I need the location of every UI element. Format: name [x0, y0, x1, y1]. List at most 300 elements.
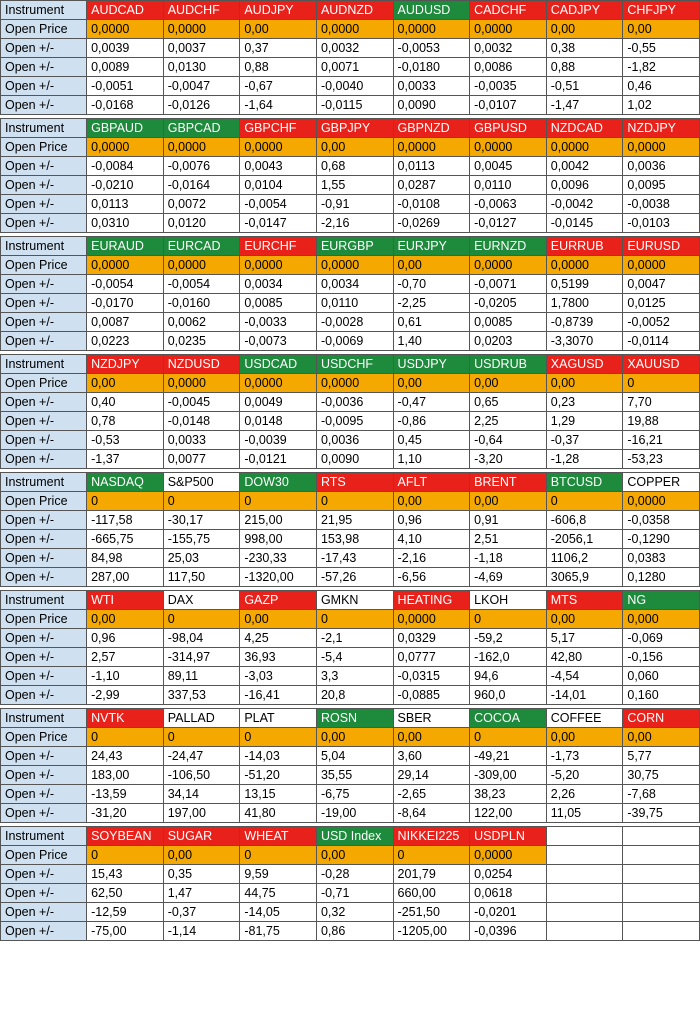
- instrument-name-cell[interactable]: SOYBEAN: [87, 827, 164, 846]
- open-change-cell: 1,55: [316, 176, 393, 195]
- open-change-cell: [546, 903, 623, 922]
- instrument-name-cell[interactable]: GAZP: [240, 591, 317, 610]
- open-change-cell: 29,14: [393, 766, 470, 785]
- instrument-name-cell[interactable]: EURNZD: [470, 237, 547, 256]
- open-change-cell: 94,6: [470, 667, 547, 686]
- instrument-name-cell[interactable]: CHFJPY: [623, 1, 700, 20]
- open-change-row: [1, 450, 700, 469]
- instrument-name-cell[interactable]: GBPJPY: [316, 119, 393, 138]
- open-price-cell: 0,0000: [546, 256, 623, 275]
- open-price-cell: 0,00: [393, 728, 470, 747]
- open-change-cell: 0,86: [316, 922, 393, 941]
- open-change-cell: 0,96: [87, 629, 164, 648]
- open-change-cell: 0,0096: [546, 176, 623, 195]
- instrument-name-cell[interactable]: GBPCHF: [240, 119, 317, 138]
- open-change-cell: -16,41: [240, 686, 317, 705]
- open-change-cell: -0,47: [393, 393, 470, 412]
- instrument-name-cell[interactable]: WHEAT: [240, 827, 317, 846]
- open-change-cell: -81,75: [240, 922, 317, 941]
- open-change-cell: -106,50: [163, 766, 240, 785]
- open-change-row: [1, 58, 700, 77]
- open-change-cell: 0,1280: [623, 568, 700, 587]
- open-change-row: [1, 667, 700, 686]
- open-change-cell: 41,80: [240, 804, 317, 823]
- open-change-cell: 0,0089: [87, 58, 164, 77]
- instrument-name-cell[interactable]: GMKN: [316, 591, 393, 610]
- open-change-cell: 5,04: [316, 747, 393, 766]
- open-price-row: [1, 256, 700, 275]
- open-change-cell: -0,0084: [87, 157, 164, 176]
- instrument-name-cell[interactable]: NIKKEI225: [393, 827, 470, 846]
- open-change-cell: -1,10: [87, 667, 164, 686]
- open-change-cell: 0,0047: [623, 275, 700, 294]
- instrument-name-cell[interactable]: USDCAD: [240, 355, 317, 374]
- instrument-name-cell[interactable]: NZDUSD: [163, 355, 240, 374]
- open-change-row: [1, 332, 700, 351]
- open-change-cell: -0,51: [546, 77, 623, 96]
- open-price-cell: 0,00: [470, 492, 547, 511]
- open-change-cell: 0,61: [393, 313, 470, 332]
- open-change-row: [1, 176, 700, 195]
- open-change-cell: -57,26: [316, 568, 393, 587]
- open-change-cell: 21,95: [316, 511, 393, 530]
- open-change-cell: 0,0113: [87, 195, 164, 214]
- open-change-cell: 0,0033: [163, 431, 240, 450]
- row-label-instrument: Instrument: [1, 827, 87, 846]
- instrument-name-cell[interactable]: LKOH: [470, 591, 547, 610]
- open-change-cell: -1,37: [87, 450, 164, 469]
- open-price-cell: 0,0000: [316, 20, 393, 39]
- instrument-name-cell[interactable]: PALLAD: [163, 709, 240, 728]
- row-label-instrument: Instrument: [1, 709, 87, 728]
- open-change-cell: [623, 865, 700, 884]
- open-change-cell: 998,00: [240, 530, 317, 549]
- open-price-cell: 0,0000: [163, 256, 240, 275]
- open-price-cell: 0: [316, 492, 393, 511]
- open-change-cell: 0,0090: [393, 96, 470, 115]
- open-change-cell: 19,88: [623, 412, 700, 431]
- open-change-cell: 0,0383: [623, 549, 700, 568]
- open-change-cell: -13,59: [87, 785, 164, 804]
- open-change-row: [1, 903, 700, 922]
- open-change-cell: 62,50: [87, 884, 164, 903]
- instrument-name-cell[interactable]: WTI: [87, 591, 164, 610]
- row-label-open-change: Open +/-: [1, 903, 87, 922]
- open-price-cell: 0,0000: [470, 138, 547, 157]
- open-change-cell: -0,0180: [393, 58, 470, 77]
- open-change-row: [1, 275, 700, 294]
- row-label-open-price: Open Price: [1, 138, 87, 157]
- open-change-cell: 287,00: [87, 568, 164, 587]
- open-change-row: [1, 96, 700, 115]
- open-change-cell: -162,0: [470, 648, 547, 667]
- open-change-cell: 3065,9: [546, 568, 623, 587]
- instrument-name-cell[interactable]: GBPUSD: [470, 119, 547, 138]
- instrument-name-cell[interactable]: SUGAR: [163, 827, 240, 846]
- open-change-cell: [546, 865, 623, 884]
- open-change-cell: 2,26: [546, 785, 623, 804]
- instrument-name-cell[interactable]: USDJPY: [393, 355, 470, 374]
- row-label-open-change: Open +/-: [1, 568, 87, 587]
- open-change-cell: -0,0168: [87, 96, 164, 115]
- open-change-cell: -0,156: [623, 648, 700, 667]
- row-label-open-price: Open Price: [1, 492, 87, 511]
- instrument-name-cell[interactable]: NVTK: [87, 709, 164, 728]
- instrument-name-cell[interactable]: EURGBP: [316, 237, 393, 256]
- open-change-cell: -53,23: [623, 450, 700, 469]
- instrument-header-row: [1, 473, 700, 492]
- instrument-name-cell[interactable]: EURCAD: [163, 237, 240, 256]
- open-change-cell: -5,20: [546, 766, 623, 785]
- open-change-cell: 0,0036: [316, 431, 393, 450]
- instrument-name-cell[interactable]: EURCHF: [240, 237, 317, 256]
- open-change-cell: -19,00: [316, 804, 393, 823]
- instrument-name-cell[interactable]: RTS: [316, 473, 393, 492]
- open-change-cell: 25,03: [163, 549, 240, 568]
- instrument-name-cell[interactable]: ROSN: [316, 709, 393, 728]
- open-change-cell: 0,0235: [163, 332, 240, 351]
- instrument-name-cell[interactable]: MTS: [546, 591, 623, 610]
- open-change-cell: -3,03: [240, 667, 317, 686]
- instrument-name-cell[interactable]: NZDJPY: [87, 355, 164, 374]
- open-change-cell: 1,29: [546, 412, 623, 431]
- open-change-cell: 1,02: [623, 96, 700, 115]
- row-label-open-change: Open +/-: [1, 785, 87, 804]
- instrument-name-cell[interactable]: CADCHF: [470, 1, 547, 20]
- open-change-cell: -0,1290: [623, 530, 700, 549]
- instrument-name-cell[interactable]: AUDNZD: [316, 1, 393, 20]
- row-label-open-change: Open +/-: [1, 648, 87, 667]
- open-change-cell: -31,20: [87, 804, 164, 823]
- open-change-cell: -0,37: [546, 431, 623, 450]
- open-price-cell: 0,0000: [316, 374, 393, 393]
- open-change-cell: 0,0032: [470, 39, 547, 58]
- open-change-cell: 3,3: [316, 667, 393, 686]
- instrument-block: [0, 118, 700, 233]
- open-change-cell: -1320,00: [240, 568, 317, 587]
- open-change-cell: 24,43: [87, 747, 164, 766]
- row-label-open-change: Open +/-: [1, 412, 87, 431]
- open-change-cell: 0,0777: [393, 648, 470, 667]
- instrument-block: [0, 472, 700, 587]
- open-change-cell: -0,0063: [470, 195, 547, 214]
- open-change-row: [1, 393, 700, 412]
- open-change-cell: 0,0090: [316, 450, 393, 469]
- instrument-name-cell[interactable]: CADJPY: [546, 1, 623, 20]
- row-label-instrument: Instrument: [1, 355, 87, 374]
- open-change-cell: 337,53: [163, 686, 240, 705]
- instrument-name-cell[interactable]: SBER: [393, 709, 470, 728]
- open-change-row: [1, 922, 700, 941]
- instrument-name-cell[interactable]: NZDJPY: [623, 119, 700, 138]
- instrument-name-cell[interactable]: HEATING: [393, 591, 470, 610]
- open-change-cell: 44,75: [240, 884, 317, 903]
- instrument-name-cell[interactable]: USDCHF: [316, 355, 393, 374]
- open-change-cell: -3,3070: [546, 332, 623, 351]
- instrument-name-cell[interactable]: PLAT: [240, 709, 317, 728]
- open-price-row: [1, 728, 700, 747]
- open-price-cell: 0: [163, 492, 240, 511]
- open-price-cell: 0,000: [623, 610, 700, 629]
- open-change-cell: -606,8: [546, 511, 623, 530]
- open-price-cell: 0,0000: [163, 374, 240, 393]
- open-change-cell: [623, 903, 700, 922]
- open-change-cell: -2,16: [316, 214, 393, 233]
- instrument-name-cell[interactable]: NZDCAD: [546, 119, 623, 138]
- open-change-cell: 0,0310: [87, 214, 164, 233]
- instrument-name-cell[interactable]: XAUUSD: [623, 355, 700, 374]
- instrument-name-cell[interactable]: EURAUD: [87, 237, 164, 256]
- open-price-cell: 0: [87, 492, 164, 511]
- open-change-cell: -230,33: [240, 549, 317, 568]
- open-change-row: [1, 804, 700, 823]
- open-change-cell: -0,0095: [316, 412, 393, 431]
- open-change-cell: -2,16: [393, 549, 470, 568]
- open-change-cell: 0,0130: [163, 58, 240, 77]
- open-change-cell: 0,32: [316, 903, 393, 922]
- open-change-cell: 35,55: [316, 766, 393, 785]
- open-change-cell: -0,0103: [623, 214, 700, 233]
- open-change-cell: -0,0054: [240, 195, 317, 214]
- instrument-name-cell[interactable]: [546, 827, 623, 846]
- open-change-cell: 0,0618: [470, 884, 547, 903]
- open-change-cell: -7,68: [623, 785, 700, 804]
- open-change-cell: -0,0052: [623, 313, 700, 332]
- open-change-cell: 4,25: [240, 629, 317, 648]
- row-label-instrument: Instrument: [1, 591, 87, 610]
- row-label-open-change: Open +/-: [1, 629, 87, 648]
- instrument-name-cell[interactable]: AUDJPY: [240, 1, 317, 20]
- open-change-cell: -117,58: [87, 511, 164, 530]
- open-change-cell: 0,0125: [623, 294, 700, 313]
- open-change-cell: 215,00: [240, 511, 317, 530]
- open-change-cell: 0,65: [470, 393, 547, 412]
- instrument-name-cell[interactable]: BTCUSD: [546, 473, 623, 492]
- instrument-name-cell[interactable]: EURUSD: [623, 237, 700, 256]
- open-change-cell: 0,0037: [163, 39, 240, 58]
- instrument-name-cell[interactable]: GBPAUD: [87, 119, 164, 138]
- open-change-cell: 34,14: [163, 785, 240, 804]
- open-change-cell: 0,37: [240, 39, 317, 58]
- open-change-cell: -0,71: [316, 884, 393, 903]
- open-change-cell: -0,0071: [470, 275, 547, 294]
- open-change-cell: -2,65: [393, 785, 470, 804]
- open-change-cell: 0,96: [393, 511, 470, 530]
- open-price-cell: 0,00: [316, 138, 393, 157]
- open-price-cell: [623, 846, 700, 865]
- open-change-cell: 0,35: [163, 865, 240, 884]
- instrument-header-row: [1, 591, 700, 610]
- open-change-cell: -0,0127: [470, 214, 547, 233]
- open-price-cell: 0: [240, 492, 317, 511]
- open-price-cell: 0,00: [393, 256, 470, 275]
- open-price-cell: 0,0000: [316, 256, 393, 275]
- instrument-name-cell[interactable]: BRENT: [470, 473, 547, 492]
- open-price-cell: 0,0000: [87, 20, 164, 39]
- open-change-row: [1, 629, 700, 648]
- open-price-cell: 0,0000: [240, 138, 317, 157]
- instrument-name-cell[interactable]: EURRUB: [546, 237, 623, 256]
- instrument-name-cell[interactable]: COFFEE: [546, 709, 623, 728]
- open-change-cell: 122,00: [470, 804, 547, 823]
- open-price-cell: 0,00: [240, 20, 317, 39]
- open-change-cell: 11,05: [546, 804, 623, 823]
- open-change-cell: -6,56: [393, 568, 470, 587]
- open-change-cell: 0,0043: [240, 157, 317, 176]
- open-change-cell: -1,73: [546, 747, 623, 766]
- open-change-row: [1, 686, 700, 705]
- open-change-cell: 5,77: [623, 747, 700, 766]
- open-change-cell: -2,25: [393, 294, 470, 313]
- open-change-cell: -0,0145: [546, 214, 623, 233]
- open-change-cell: [623, 922, 700, 941]
- open-change-row: [1, 39, 700, 58]
- open-change-cell: 2,25: [470, 412, 547, 431]
- row-label-open-change: Open +/-: [1, 393, 87, 412]
- instrument-name-cell[interactable]: DOW30: [240, 473, 317, 492]
- instrument-name-cell[interactable]: NASDAQ: [87, 473, 164, 492]
- open-change-cell: 30,75: [623, 766, 700, 785]
- instrument-name-cell[interactable]: [623, 827, 700, 846]
- open-change-cell: 1,40: [393, 332, 470, 351]
- instrument-name-cell[interactable]: CORN: [623, 709, 700, 728]
- open-change-cell: 0,0085: [470, 313, 547, 332]
- open-change-cell: 0,0039: [87, 39, 164, 58]
- instrument-name-cell[interactable]: GBPCAD: [163, 119, 240, 138]
- open-change-row: [1, 431, 700, 450]
- open-change-cell: 0,0033: [393, 77, 470, 96]
- instrument-name-cell[interactable]: COCOA: [470, 709, 547, 728]
- open-price-cell: 0,00: [623, 20, 700, 39]
- instrument-name-cell[interactable]: AUDCAD: [87, 1, 164, 20]
- open-change-cell: 0,0032: [316, 39, 393, 58]
- instrument-name-cell[interactable]: XAGUSD: [546, 355, 623, 374]
- instrument-name-cell[interactable]: COPPER: [623, 473, 700, 492]
- row-label-open-change: Open +/-: [1, 450, 87, 469]
- open-change-cell: 9,59: [240, 865, 317, 884]
- open-price-cell: 0: [240, 846, 317, 865]
- open-change-cell: 3,60: [393, 747, 470, 766]
- open-price-cell: 0,0000: [393, 610, 470, 629]
- open-change-cell: -251,50: [393, 903, 470, 922]
- open-change-cell: 0,78: [87, 412, 164, 431]
- open-price-row: [1, 492, 700, 511]
- row-label-open-price: Open Price: [1, 610, 87, 629]
- open-change-cell: -0,069: [623, 629, 700, 648]
- instrument-name-cell[interactable]: NG: [623, 591, 700, 610]
- instrument-name-cell[interactable]: AUDUSD: [393, 1, 470, 20]
- open-change-cell: 0,0077: [163, 450, 240, 469]
- open-change-cell: -0,91: [316, 195, 393, 214]
- open-change-cell: -0,0036: [316, 393, 393, 412]
- open-change-cell: [546, 922, 623, 941]
- open-price-cell: 0: [623, 374, 700, 393]
- open-change-cell: 0,38: [546, 39, 623, 58]
- instrument-name-cell[interactable]: S&P500: [163, 473, 240, 492]
- row-label-open-change: Open +/-: [1, 176, 87, 195]
- open-price-cell: 0,00: [546, 374, 623, 393]
- open-change-cell: 1,47: [163, 884, 240, 903]
- open-change-cell: 13,15: [240, 785, 317, 804]
- open-change-cell: 38,23: [470, 785, 547, 804]
- open-price-cell: 0,0000: [163, 138, 240, 157]
- open-change-row: [1, 412, 700, 431]
- open-change-cell: 0,0087: [87, 313, 164, 332]
- instrument-name-cell[interactable]: AFLT: [393, 473, 470, 492]
- row-label-open-change: Open +/-: [1, 667, 87, 686]
- row-label-open-change: Open +/-: [1, 511, 87, 530]
- open-price-cell: 0,00: [393, 492, 470, 511]
- row-label-open-change: Open +/-: [1, 294, 87, 313]
- instrument-block: [0, 0, 700, 115]
- open-change-cell: -1,64: [240, 96, 317, 115]
- row-label-open-change: Open +/-: [1, 530, 87, 549]
- open-change-cell: -309,00: [470, 766, 547, 785]
- row-label-open-change: Open +/-: [1, 549, 87, 568]
- instrument-name-cell[interactable]: EURJPY: [393, 237, 470, 256]
- open-change-row: [1, 77, 700, 96]
- open-change-cell: 0,68: [316, 157, 393, 176]
- open-change-row: [1, 865, 700, 884]
- instrument-header-row: [1, 827, 700, 846]
- instrument-name-cell[interactable]: USDRUB: [470, 355, 547, 374]
- instrument-name-cell[interactable]: AUDCHF: [163, 1, 240, 20]
- open-change-cell: -0,0201: [470, 903, 547, 922]
- open-price-row: [1, 20, 700, 39]
- instrument-name-cell[interactable]: GBPNZD: [393, 119, 470, 138]
- open-change-row: [1, 294, 700, 313]
- instrument-name-cell[interactable]: USD Index: [316, 827, 393, 846]
- instrument-block: [0, 826, 700, 941]
- open-change-cell: 0,0095: [623, 176, 700, 195]
- row-label-open-change: Open +/-: [1, 884, 87, 903]
- row-label-open-change: Open +/-: [1, 39, 87, 58]
- open-change-cell: 0,0085: [240, 294, 317, 313]
- open-change-cell: 153,98: [316, 530, 393, 549]
- open-change-cell: -0,0033: [240, 313, 317, 332]
- open-change-cell: -1205,00: [393, 922, 470, 941]
- open-change-cell: 7,70: [623, 393, 700, 412]
- open-change-row: [1, 568, 700, 587]
- instrument-block: [0, 708, 700, 823]
- open-change-cell: 201,79: [393, 865, 470, 884]
- open-change-cell: -0,0042: [546, 195, 623, 214]
- open-change-cell: -0,8739: [546, 313, 623, 332]
- open-price-cell: 0: [240, 728, 317, 747]
- open-price-cell: 0,00: [87, 610, 164, 629]
- row-label-instrument: Instrument: [1, 1, 87, 20]
- open-change-cell: -49,21: [470, 747, 547, 766]
- open-change-cell: -1,82: [623, 58, 700, 77]
- open-change-cell: -51,20: [240, 766, 317, 785]
- open-change-cell: -98,04: [163, 629, 240, 648]
- instrument-name-cell[interactable]: USDPLN: [470, 827, 547, 846]
- open-change-cell: -0,0121: [240, 450, 317, 469]
- instrument-name-cell[interactable]: DAX: [163, 591, 240, 610]
- row-label-instrument: Instrument: [1, 119, 87, 138]
- open-change-cell: -0,0054: [163, 275, 240, 294]
- open-change-cell: 0,0086: [470, 58, 547, 77]
- open-change-cell: -30,17: [163, 511, 240, 530]
- open-change-cell: -0,0051: [87, 77, 164, 96]
- open-price-cell: 0: [393, 846, 470, 865]
- row-label-open-price: Open Price: [1, 256, 87, 275]
- open-change-row: [1, 884, 700, 903]
- open-change-cell: 36,93: [240, 648, 317, 667]
- open-change-cell: -1,18: [470, 549, 547, 568]
- open-price-cell: 0,00: [316, 846, 393, 865]
- open-change-cell: -0,0076: [163, 157, 240, 176]
